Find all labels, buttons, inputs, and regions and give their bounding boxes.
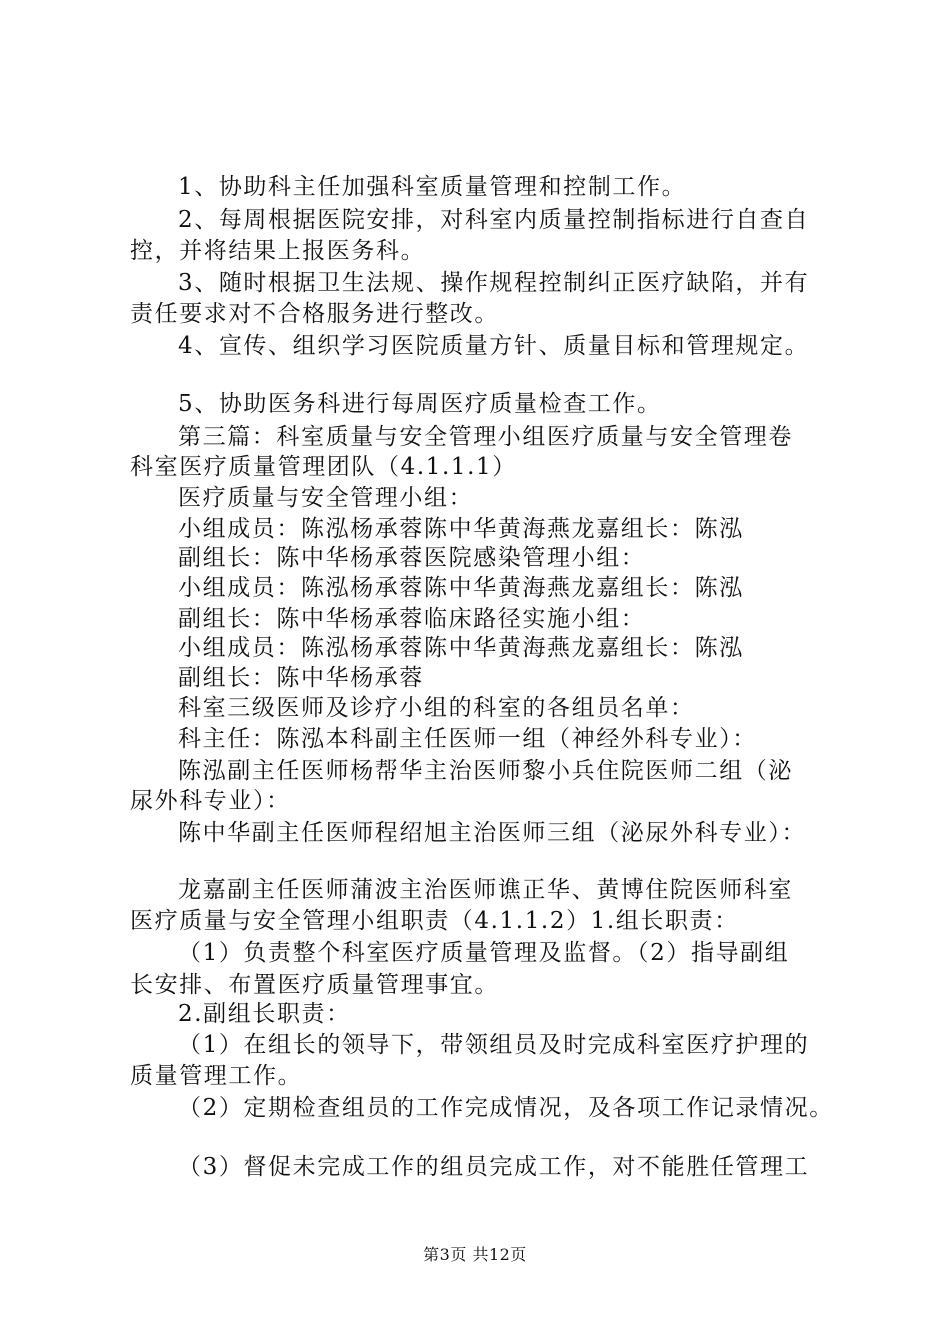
text-line: 副组长：陈中华杨承蓉临床路径实施小组： bbox=[178, 606, 646, 632]
text-line: （3）督促未完成工作的组员完成工作，对不能胜任管理工 bbox=[178, 1154, 810, 1180]
text-line: 陈泓副主任医师杨帮华主治医师黎小兵住院医师二组（泌 bbox=[178, 758, 793, 784]
text-line: （1）负责整个科室医疗质量管理及监督。（2）指导副组 bbox=[178, 940, 790, 966]
text-line: 3、随时根据卫生法规、操作规程控制纠正医疗缺陷，并有 bbox=[178, 270, 810, 296]
text-line: 5、协助医务科进行每周医疗质量检查工作。 bbox=[178, 391, 662, 417]
text-line: 小组成员：陈泓杨承蓉陈中华黄海燕龙嘉组长：陈泓 bbox=[178, 635, 744, 661]
text-line: 副组长：陈中华杨承蓉医院感染管理小组： bbox=[178, 545, 646, 571]
text-line: 小组成员：陈泓杨承蓉陈中华黄海燕龙嘉组长：陈泓 bbox=[178, 575, 744, 601]
text-line: 2.副组长职责： bbox=[178, 1001, 351, 1027]
text-line: 长安排、布置医疗质量管理事宜。 bbox=[130, 972, 499, 998]
text-line: 医疗质量与安全管理小组职责（4.1.1.2）1.组长职责： bbox=[130, 908, 739, 934]
text-line: 第三篇：科室质量与安全管理小组医疗质量与安全管理卷 bbox=[178, 424, 793, 450]
text-line: 责任要求对不合格服务进行整改。 bbox=[130, 301, 499, 327]
text-line: 副组长：陈中华杨承蓉 bbox=[178, 665, 424, 691]
text-line: 质量管理工作。 bbox=[130, 1063, 303, 1089]
text-line: 尿外科专业）： bbox=[130, 788, 291, 814]
text-line: 科主任：陈泓本科副主任医师一组（神经外科专业）： bbox=[178, 726, 757, 752]
text-line: 小组成员：陈泓杨承蓉陈中华黄海燕龙嘉组长：陈泓 bbox=[178, 516, 744, 542]
text-line: 科室医疗质量管理团队（4.1.1.1） bbox=[130, 454, 517, 480]
text-line: 科室三级医师及诊疗小组的科室的各组员名单： bbox=[178, 695, 695, 721]
text-line: （2）定期检查组员的工作完成情况，及各项工作记录情况。 bbox=[178, 1095, 834, 1121]
page-number-footer: 第3页 共12页 bbox=[423, 1245, 527, 1264]
text-line: 龙嘉副主任医师蒲波主治医师谯正华、黄博住院医师科室 bbox=[178, 877, 793, 903]
text-line: 2、每周根据医院安排，对科室内质量控制指标进行自查自 bbox=[178, 207, 810, 233]
text-line: 医疗质量与安全管理小组： bbox=[178, 485, 474, 511]
text-line: 陈中华副主任医师程绍旭主治医师三组（泌尿外科专业）： bbox=[178, 820, 807, 846]
text-line: 4、宣传、组织学习医院质量方针、质量目标和管理规定。 bbox=[178, 333, 810, 359]
text-line: （1）在组长的领导下，带领组员及时完成科室医疗护理的 bbox=[178, 1032, 810, 1058]
text-line: 控，并将结果上报医务科。 bbox=[130, 238, 426, 264]
text-line: 1、协助科主任加强科室质量管理和控制工作。 bbox=[178, 174, 687, 200]
